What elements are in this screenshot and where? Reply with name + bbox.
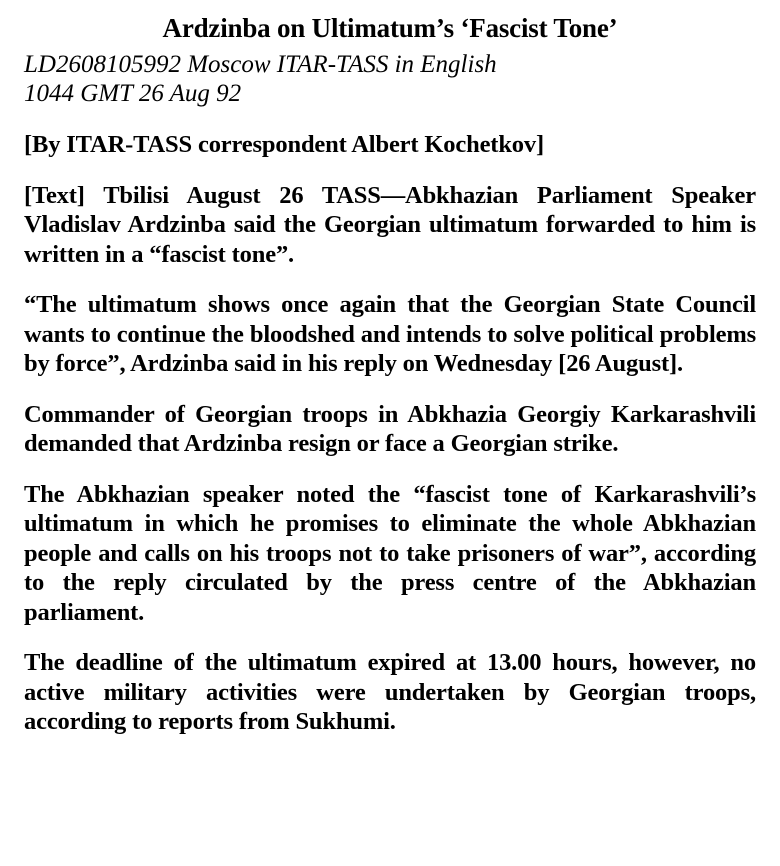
body-paragraph-5: The deadline of the ultimatum expired at 13.00 hours, however, no active military activities were undertaken by Georgian troops, according to reports from Sukhumi. (24, 649, 756, 735)
body-paragraph-4: The Abkhazian speaker noted the “fascist tone of Karkarashvili’s ultimatum in which he promises to eliminate the whole Abkhazian people and calls on his troops not to take prisoners of war”, according to the reply circulated by the press centre of the Abkhazian parliament. (24, 480, 756, 626)
byline-paragraph: [By ITAR-TASS correspondent Albert Kochetkov] (24, 131, 545, 158)
body-paragraph-3: Commander of Georgian troops in Abkhazia Georgiy Karkarashvili demanded that Ardzinba resign or face a Georgian strike. (24, 400, 756, 457)
article-dateline (24, 50, 756, 108)
article-headline: Ardzinba on Ultimatum’s ‘Fascist Tone’ (162, 13, 618, 43)
body-paragraph-1: [Text] Tbilisi August 26 TASS—Abkhazian Parliament Speaker Vladislav Ardzinba said the Georgian ultimatum forwarded to him is written in a “fascist tone”. (24, 181, 756, 268)
dateline-time: 1044 GMT 26 Aug 92 (24, 80, 242, 107)
body-paragraph-2: “The ultimatum shows once again that the Georgian State Council wants to continue the bloodshed and intends to solve political problems by force”, Ardzinba said in his reply on Wednesday [26 August]. (24, 291, 756, 377)
dateline-source: LD2608105992 Moscow ITAR-TASS in English (24, 51, 497, 78)
